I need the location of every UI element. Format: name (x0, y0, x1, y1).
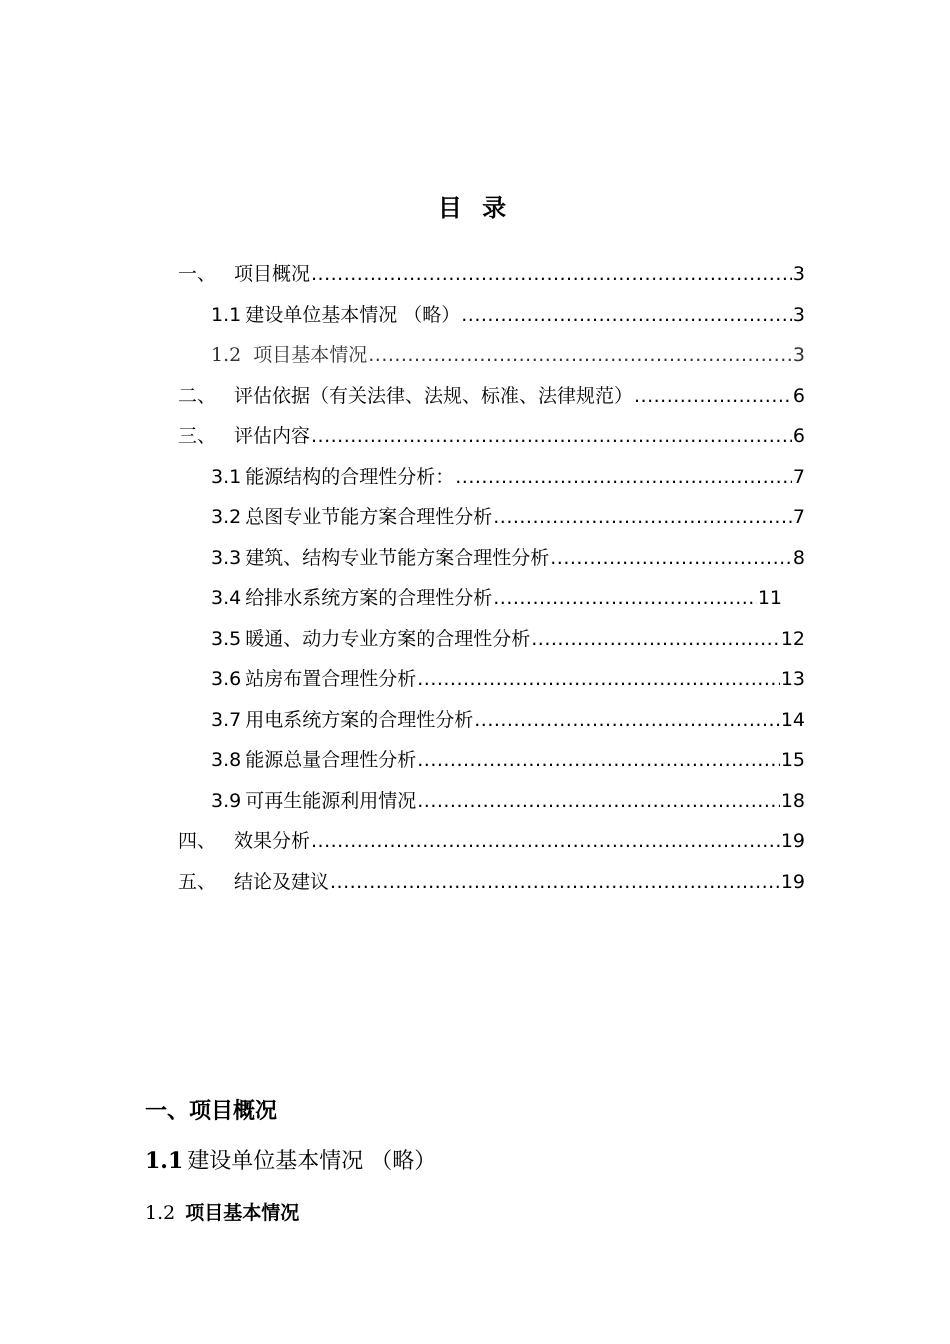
toc-entry[interactable] (211, 342, 805, 368)
toc-entry-page: 3 (792, 304, 805, 326)
heading-number: 1.2 (145, 1202, 176, 1224)
heading-text: 建设单位基本情况 （略） (187, 1149, 437, 1174)
toc-leader (634, 383, 792, 409)
toc-leader (550, 545, 792, 571)
toc-entry-page: 14 (780, 709, 805, 731)
toc-entry-page: 19 (780, 871, 805, 893)
toc-leader (368, 342, 792, 368)
toc-entry-number: 1.2 (211, 344, 242, 366)
toc-entry-label: 效果分析 (234, 830, 311, 852)
toc-entry-page: 12 (780, 628, 805, 650)
toc-entry[interactable] (211, 504, 805, 530)
section-heading-1-1 (145, 1144, 436, 1175)
toc-entry-page: 3 (792, 344, 805, 366)
toc-entry-label: 评估依据（有关法律、法规、标准、法律规范） (234, 385, 634, 407)
toc-entry-label: 暖通、动力专业方案的合理性分析 (245, 628, 531, 650)
toc-entry-page: 15 (780, 749, 805, 771)
toc-entry-number: 1.1 (211, 304, 242, 326)
toc-entry-label: 建设单位基本情况 （略） (245, 304, 461, 326)
toc-leader (455, 464, 792, 490)
toc-entry-label: 用电系统方案的合理性分析 (245, 709, 474, 731)
toc-leader (417, 788, 780, 814)
toc-leader (417, 747, 780, 773)
toc-entry[interactable] (211, 545, 805, 571)
toc-entry[interactable] (178, 828, 805, 854)
heading-text: 项目基本情况 (185, 1202, 300, 1224)
toc-entry[interactable] (211, 585, 782, 611)
toc-leader (493, 585, 757, 611)
toc-entry-number: 二、 (178, 385, 217, 407)
toc-entry-page: 19 (780, 830, 805, 852)
toc-entry-number: 3.3 (211, 547, 242, 569)
toc-entry[interactable] (211, 707, 805, 733)
toc-entry-number: 3.2 (211, 506, 242, 528)
toc-entry[interactable] (211, 788, 805, 814)
toc-entry-number: 3.4 (211, 587, 242, 609)
toc-entry-number: 三、 (178, 425, 217, 447)
toc-entry-page: 13 (780, 668, 805, 690)
toc-entry-page: 6 (792, 385, 805, 407)
toc-entry-number: 3.1 (211, 466, 242, 488)
toc-entry[interactable] (211, 464, 805, 490)
toc-entry-page: 8 (792, 547, 805, 569)
toc-entry-label: 建筑、结构专业节能方案合理性分析 (245, 547, 550, 569)
toc-entry-label: 站房布置合理性分析 (245, 668, 417, 690)
toc-leader (417, 666, 780, 692)
toc-leader (531, 626, 780, 652)
toc-entry-page: 7 (792, 466, 805, 488)
toc-entry-page: 3 (792, 263, 805, 285)
toc-entry-number: 3.9 (211, 790, 242, 812)
toc-entry[interactable] (178, 383, 805, 409)
section-heading-1-2 (145, 1198, 299, 1225)
toc-entry-label: 结论及建议 (234, 871, 330, 893)
toc-entry-page: 11 (757, 587, 782, 609)
toc-entry[interactable] (211, 626, 805, 652)
toc-entry-label: 能源总量合理性分析 (245, 749, 417, 771)
toc-entry-number: 3.7 (211, 709, 242, 731)
toc-entry-page: 7 (792, 506, 805, 528)
toc-entry-label: 给排水系统方案的合理性分析 (245, 587, 493, 609)
toc-entry-label: 能源结构的合理性分析： (245, 466, 455, 488)
toc-leader (330, 869, 780, 895)
toc-entry-number: 3.8 (211, 749, 242, 771)
toc-leader (461, 302, 792, 328)
toc-leader (311, 261, 792, 287)
toc-leader (493, 504, 792, 530)
toc-entry-page: 18 (780, 790, 805, 812)
toc-entry-number: 四、 (178, 830, 217, 852)
toc-leader (311, 423, 792, 449)
toc-entry[interactable] (211, 302, 805, 328)
toc-entry[interactable] (211, 666, 805, 692)
toc-leader (474, 707, 780, 733)
toc-entry[interactable] (178, 423, 805, 449)
toc-entry-label: 可再生能源利用情况 (245, 790, 417, 812)
toc-entry-number: 五、 (178, 871, 217, 893)
toc-entry-label: 项目基本情况 (253, 344, 368, 366)
toc-entry[interactable] (211, 747, 805, 773)
toc-entry-number: 3.6 (211, 668, 242, 690)
toc-entry[interactable] (178, 869, 805, 895)
heading-number: 1.1 (145, 1148, 184, 1174)
toc-entry-label: 项目概况 (234, 263, 311, 285)
toc-entry-number: 3.5 (211, 628, 242, 650)
section-heading-1: 一、项目概况 (145, 1099, 278, 1124)
toc-title: 目 录 (437, 194, 513, 222)
toc-entry-label: 评估内容 (234, 425, 311, 447)
toc-entry[interactable] (178, 261, 805, 287)
toc-entry-number: 一、 (178, 263, 217, 285)
toc-entry-label: 总图专业节能方案合理性分析 (245, 506, 493, 528)
toc-leader (311, 828, 780, 854)
toc-entry-page: 6 (792, 425, 805, 447)
